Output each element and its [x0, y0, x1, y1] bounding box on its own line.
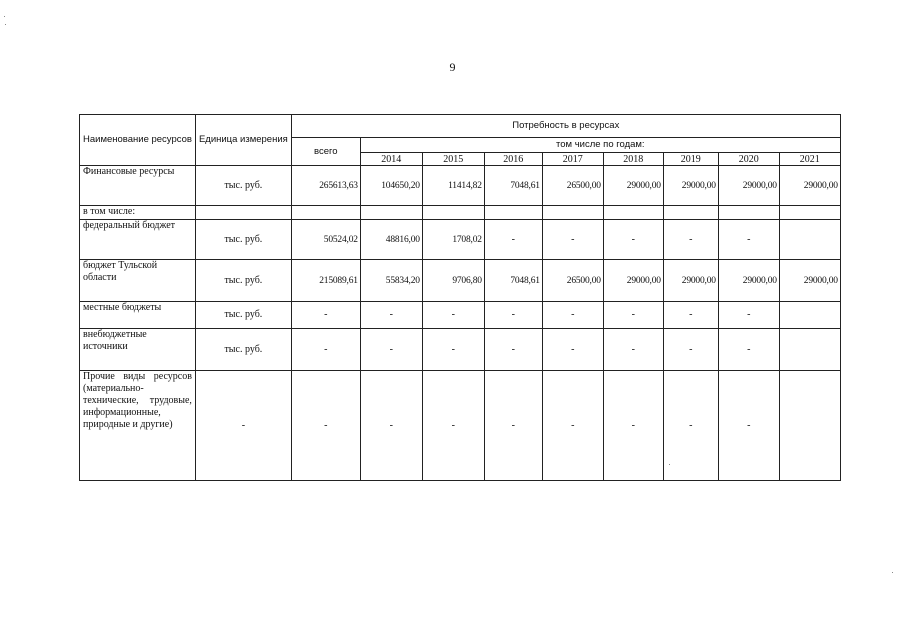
row-name: федеральный бюджет	[80, 220, 196, 260]
row-value-2014	[360, 206, 422, 220]
row-value-2018: -	[603, 220, 663, 260]
scan-speck	[5, 24, 6, 25]
row-total: -	[291, 329, 360, 371]
scan-speck	[892, 572, 893, 573]
header-total: всего	[291, 138, 360, 166]
resource-requirements-table	[79, 114, 841, 481]
row-value-2015	[422, 206, 484, 220]
row-value-2014: -	[360, 302, 422, 329]
row-value-2019: -	[663, 302, 718, 329]
row-value-2014: 55834,20	[360, 260, 422, 302]
row-value-2019	[663, 206, 718, 220]
year-2019: 2019	[663, 153, 718, 166]
year-2018: 2018	[603, 153, 663, 166]
row-unit: тыс. руб.	[195, 260, 291, 302]
row-value-2020: -	[718, 302, 779, 329]
table-row	[80, 220, 841, 260]
row-value-2020: -	[718, 220, 779, 260]
row-name: Прочие виды ресурсов (материально-технические, трудовые, информационные, природные и другие)	[80, 371, 196, 481]
row-value-2014: 104650,20	[360, 166, 422, 206]
row-value-2019: -	[663, 329, 718, 371]
row-value-2018: -	[603, 329, 663, 371]
row-unit: тыс. руб.	[195, 302, 291, 329]
row-total: 50524,02	[291, 220, 360, 260]
row-unit: тыс. руб.	[195, 166, 291, 206]
row-value-2015: 1708,02	[422, 220, 484, 260]
row-value-2019: -	[663, 371, 718, 481]
row-value-2021	[779, 220, 840, 260]
row-name: Финансовые ресурсы	[80, 166, 196, 206]
row-value-2016: -	[484, 302, 542, 329]
row-value-2021: 29000,00	[779, 166, 840, 206]
row-name: внебюджетные источники	[80, 329, 196, 371]
scan-speck	[669, 464, 670, 465]
row-value-2021	[779, 371, 840, 481]
table-row	[80, 166, 841, 206]
table-row	[80, 302, 841, 329]
row-value-2020: -	[718, 329, 779, 371]
row-value-2021: 29000,00	[779, 260, 840, 302]
row-name: в том числе:	[80, 206, 196, 220]
row-value-2016: 7048,61	[484, 260, 542, 302]
row-value-2017: -	[542, 302, 603, 329]
year-2017: 2017	[542, 153, 603, 166]
row-value-2014: 48816,00	[360, 220, 422, 260]
row-value-2018	[603, 206, 663, 220]
row-name: бюджет Тульской области	[80, 260, 196, 302]
row-value-2018: -	[603, 302, 663, 329]
header-row-1	[80, 115, 841, 138]
row-value-2018: 29000,00	[603, 166, 663, 206]
header-resource-need: Потребность в ресурсах	[291, 115, 840, 138]
row-value-2016	[484, 206, 542, 220]
row-value-2016: -	[484, 371, 542, 481]
scan-speck	[4, 16, 5, 17]
row-value-2015: -	[422, 302, 484, 329]
row-value-2016: 7048,61	[484, 166, 542, 206]
row-value-2017: -	[542, 329, 603, 371]
table-row	[80, 260, 841, 302]
row-value-2020: -	[718, 371, 779, 481]
header-resource-name: Наименование ресурсов	[80, 115, 196, 166]
page-number: 9	[449, 60, 456, 74]
row-value-2019: 29000,00	[663, 260, 718, 302]
row-value-2020: 29000,00	[718, 166, 779, 206]
row-value-2016: -	[484, 329, 542, 371]
row-value-2017	[542, 206, 603, 220]
row-value-2017: 26500,00	[542, 260, 603, 302]
row-value-2017: 26500,00	[542, 166, 603, 206]
header-unit: Единица измерения	[195, 115, 291, 166]
row-value-2017: -	[542, 371, 603, 481]
row-value-2019: 29000,00	[663, 166, 718, 206]
row-value-2016: -	[484, 220, 542, 260]
row-value-2015: 11414,82	[422, 166, 484, 206]
header-by-years: том числе по годам:	[360, 138, 840, 153]
table-row	[80, 206, 841, 220]
row-unit	[195, 206, 291, 220]
row-total	[291, 206, 360, 220]
row-total: 215089,61	[291, 260, 360, 302]
row-value-2014: -	[360, 329, 422, 371]
row-name: местные бюджеты	[80, 302, 196, 329]
row-value-2017: -	[542, 220, 603, 260]
row-value-2014: -	[360, 371, 422, 481]
row-value-2021	[779, 302, 840, 329]
year-2014: 2014	[360, 153, 422, 166]
row-unit: тыс. руб.	[195, 329, 291, 371]
year-2015: 2015	[422, 153, 484, 166]
row-value-2021	[779, 329, 840, 371]
row-value-2015: -	[422, 329, 484, 371]
year-2020: 2020	[718, 153, 779, 166]
row-value-2020: 29000,00	[718, 260, 779, 302]
year-2021: 2021	[779, 153, 840, 166]
row-unit: тыс. руб.	[195, 220, 291, 260]
table-row	[80, 371, 841, 481]
row-value-2015: 9706,80	[422, 260, 484, 302]
row-total: 265613,63	[291, 166, 360, 206]
row-unit: -	[195, 371, 291, 481]
row-value-2019: -	[663, 220, 718, 260]
row-value-2015: -	[422, 371, 484, 481]
year-2016: 2016	[484, 153, 542, 166]
row-total: -	[291, 302, 360, 329]
row-value-2018: 29000,00	[603, 260, 663, 302]
row-value-2020	[718, 206, 779, 220]
row-total: -	[291, 371, 360, 481]
row-value-2018: -	[603, 371, 663, 481]
table-row	[80, 329, 841, 371]
row-value-2021	[779, 206, 840, 220]
